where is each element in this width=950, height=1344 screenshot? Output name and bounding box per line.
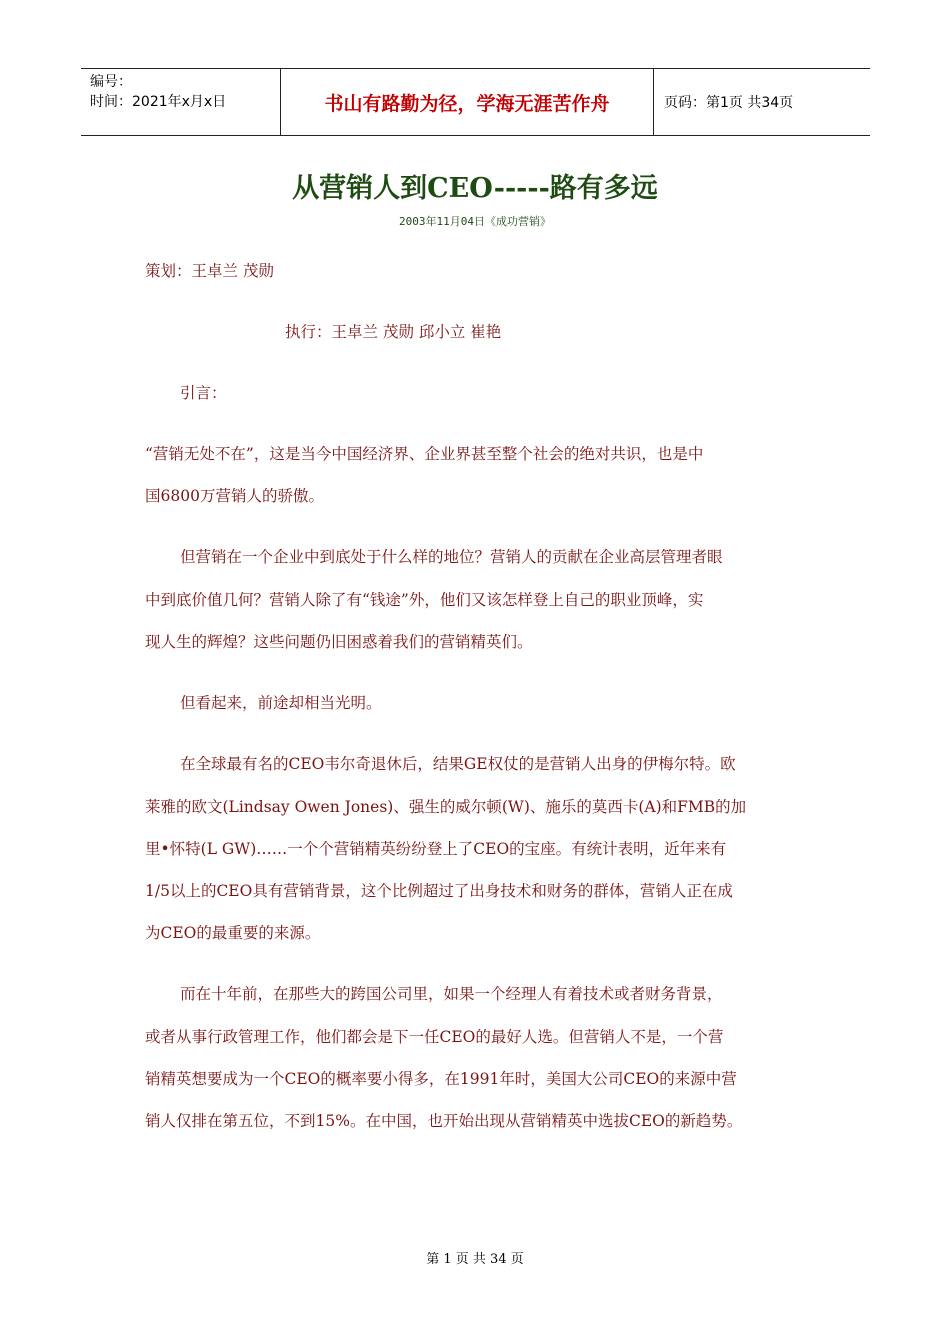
- header-motto: 书山有路勤为径，学海无涯苦作舟: [281, 69, 654, 135]
- article-intro-label: 引言：: [180, 384, 227, 402]
- body-line: 1/5以上的CEO具有营销背景，这个比例超过了出身技术和财务的群体，营销人正在成: [145, 882, 733, 900]
- body-line: 销人仅排在第五位，不到15%。在中国，也开始出现从营销精英中选拔CEO的新趋势。: [145, 1112, 743, 1130]
- body-line: 销精英想要成为一个CEO的概率要小得多，在1991年时，美国大公司CEO的来源中营: [145, 1070, 737, 1088]
- body-line: 为CEO的最重要的来源。: [145, 924, 321, 942]
- document-number-label: 编号：: [90, 74, 132, 90]
- body-line: 莱雅的欧文(Lindsay Owen Jones)、强生的威尔顿(W)、施乐的莫西卡(A)和FMB的加: [145, 798, 747, 816]
- article-dateline: 2003年11月04日《成功营销》: [399, 215, 551, 228]
- body-line: 但看起来，前途却相当光明。: [180, 694, 382, 712]
- body-line: 但营销在一个企业中到底处于什么样的地位？营销人的贡献在企业高层管理者眼: [180, 548, 723, 566]
- page-footer: 第 1 页 共 34 页: [426, 1252, 524, 1267]
- body-line: 国6800万营销人的骄傲。: [145, 487, 324, 505]
- article-executors: 执行：王卓兰 茂勋 邱小立 崔艳: [285, 323, 502, 341]
- body-line: 在全球最有名的CEO韦尔奇退休后，结果GE权仗的是营销人出身的伊梅尔特。欧: [180, 755, 736, 773]
- body-line: 而在十年前，在那些大的跨国公司里，如果一个经理人有着技术或者财务背景，: [180, 985, 723, 1003]
- article-planner: 策划：王卓兰 茂勋: [145, 262, 274, 280]
- body-line: 中到底价值几何？营销人除了有“钱途”外，他们又该怎样登上自己的职业顶峰，实: [145, 591, 704, 609]
- body-line: 或者从事行政管理工作，他们都会是下一任CEO的最好人选。但营销人不是，一个营: [145, 1028, 724, 1046]
- header-table: [81, 68, 870, 136]
- body-line: 现人生的辉煌？这些问题仍旧困惑着我们的营销精英们。: [145, 633, 533, 651]
- article-title: 从营销人到CEO-----路有多远: [292, 173, 658, 204]
- header-meta-cell: [81, 69, 281, 135]
- body-line: 里•怀特(L GW)……一个个营销精英纷纷登上了CEO的宝座。有统计表明，近年来有: [145, 840, 727, 858]
- header-page-info: 页码：第1页 共34页: [664, 95, 794, 111]
- body-line: “营销无处不在”，这是当今中国经济界、企业界甚至整个社会的绝对共识，也是中: [145, 445, 704, 463]
- document-date-label: 时间：2021年x月x日: [90, 94, 227, 110]
